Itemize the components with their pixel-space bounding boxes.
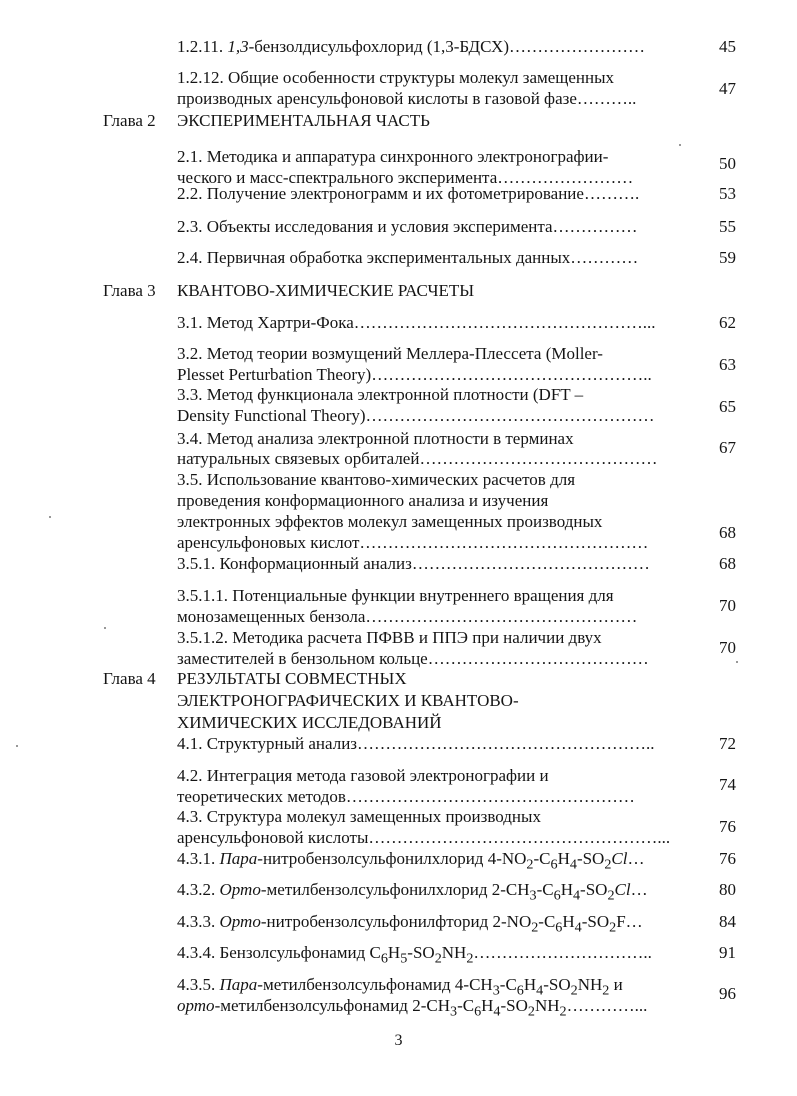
toc-entry-line: ческого и масс-спектрального эксперимента…………………… <box>177 168 634 187</box>
toc-entry-line: 4.3.1. Пара-нитробензолсульфонилхлорид $4-NO_2-C_6H_4-SO_2Cl\dots$ <box>177 849 645 873</box>
scan-speck <box>16 745 18 747</box>
toc-page-number: 62 <box>719 313 736 332</box>
toc-page-number: 53 <box>719 184 736 203</box>
toc-entry-line: 3.5. Использование квантово-химических расчетов для <box>177 470 576 489</box>
toc-page-number: 74 <box>719 775 736 794</box>
toc-entry-line: 2.4. Первичная обработка экспериментальных данных………… <box>177 248 639 267</box>
toc-page-number: 72 <box>719 734 736 753</box>
toc-page-number: 59 <box>719 248 736 267</box>
toc-entry-line: 1.2.12. Общие особенности структуры молекул замещенных <box>177 68 615 87</box>
toc-page-number: 80 <box>719 880 736 899</box>
toc-entry-line: 4.3.5. Пара-метилбензолсульфонамид $4-CH_3-C_6H_4-SO_2NH_2$ и <box>177 975 623 999</box>
toc-page-number: 96 <box>719 984 736 1003</box>
toc-entry-line: 3.1. Метод Хартри-Фока……………………………………………... <box>177 313 656 332</box>
toc-page-number: 63 <box>719 355 736 374</box>
toc-entry-line: натуральных связевых орбиталей…………………………………… <box>177 449 658 468</box>
chapter-title: КВАНТОВО-ХИМИЧЕСКИЕ РАСЧЕТЫ <box>177 281 475 300</box>
toc-entry-line: производных аренсульфоновой кислоты в газовой фазе……….. <box>177 89 637 108</box>
toc-page-number: 65 <box>719 397 736 416</box>
chapter-title: ХИМИЧЕСКИХ ИССЛЕДОВАНИЙ <box>177 713 442 732</box>
toc-entry-line: проведения конформационного анализа и изучения <box>177 491 549 510</box>
toc-entry-line: 2.3. Объекты исследования и условия эксперимента…………… <box>177 217 638 236</box>
toc-entry-line: 3.4. Метод анализа электронной плотности в терминах <box>177 429 574 448</box>
scan-speck <box>49 516 51 518</box>
toc-entry-line: 4.3.4. Бензолсульфонамид $C_6H_5-SO_2NH_2\dots\dots\dots\dots\dots\dots\dots\dots\dots\dots$.. <box>177 943 652 967</box>
toc-entry-line: теоретических методов…………………………………………… <box>177 787 635 806</box>
toc-entry-line: электронных эффектов молекул замещенных производных <box>177 512 603 531</box>
toc-page-number: 76 <box>719 849 736 868</box>
toc-entry-line: 4.3.3. Орто-нитробензолсульфонилфторид $2-NO_2-C_6H_4-SO_2F\dots$ <box>177 912 643 936</box>
toc-entry-line: аренсульфоновой кислоты……………………………………………... <box>177 828 671 847</box>
toc-entry-line: Density Functional Theory)…………………………………………… <box>177 406 655 425</box>
toc-page-number: 68 <box>719 523 736 542</box>
chapter-title: ЭЛЕКТРОНОГРАФИЧЕСКИХ И КВАНТОВО- <box>177 691 519 710</box>
toc-entry-line: 2.2. Получение электронограмм и их фотометрирование………. <box>177 184 640 203</box>
toc-entry-line: монозамещенных бензола………………………………………… <box>177 607 638 626</box>
toc-entry-line: 3.2. Метод теории возмущений Меллера-Плессета (Moller- <box>177 344 603 363</box>
toc-entry-line: 3.5.1.1. Потенциальные функции внутреннего вращения для <box>177 586 614 605</box>
toc-page-number: 47 <box>719 79 736 98</box>
toc-entry-line: 2.1. Методика и аппаратура синхронного электронографии- <box>177 147 609 166</box>
toc-entry-line: 3.5.1. Конформационный анализ…………………………………… <box>177 554 650 573</box>
toc-entry-line: 4.3. Структура молекул замещенных производных <box>177 807 541 826</box>
toc-page-number: 68 <box>719 554 736 573</box>
toc-entry-line: 3.5.1.2. Методика расчета ПФВВ и ППЭ при наличии двух <box>177 628 602 647</box>
chapter-title: ЭКСПЕРИМЕНТАЛЬНАЯ ЧАСТЬ <box>177 111 430 130</box>
scan-speck <box>104 627 106 629</box>
chapter-label: Глава 4 <box>103 669 156 688</box>
chapter-title: РЕЗУЛЬТАТЫ СОВМЕСТНЫХ <box>177 669 407 688</box>
chapter-label: Глава 3 <box>103 281 156 300</box>
toc-entry-line: аренсульфоновых кислот…………………………………………… <box>177 533 649 552</box>
toc-entry-line: 1.2.11. 1,3-бензолдисульфохлорид (1,3-БДСХ)…………………… <box>177 37 645 56</box>
scan-speck <box>736 661 738 663</box>
toc-entry-line: орто-метилбензолсульфонамид $2-CH_3-C_6H_4-SO_2NH_2\dots\dots\dots\dots$... <box>177 996 648 1020</box>
toc-entry-line: 4.3.2. Орто-метилбензолсульфонилхлорид $2-CH_3-C_6H_4-SO_2Cl\dots$ <box>177 880 648 904</box>
toc-page-number: 91 <box>719 943 736 962</box>
chapter-label: Глава 2 <box>103 111 156 130</box>
toc-entry-line: 4.1. Структурный анализ…………………………………………….. <box>177 734 655 753</box>
toc-page-number: 70 <box>719 596 736 615</box>
toc-page-number: 70 <box>719 638 736 657</box>
page-number: 3 <box>394 1032 403 1049</box>
toc-page-number: 76 <box>719 817 736 836</box>
toc-entry-line: 4.2. Интеграция метода газовой электронографии и <box>177 766 549 785</box>
toc-page-number: 84 <box>719 912 736 931</box>
toc-page-number: 45 <box>719 37 736 56</box>
scan-speck <box>679 144 681 146</box>
toc-page-number: 67 <box>719 438 736 457</box>
toc-page-number: 55 <box>719 217 736 236</box>
toc-entry-line: 3.3. Метод функционала электронной плотности (DFT – <box>177 385 584 404</box>
toc-entry-line: заместителей в бензольном кольце………………………………… <box>177 649 649 668</box>
toc-page-number: 50 <box>719 154 736 173</box>
toc-entry-line: Plesset Perturbation Theory)………………………………………….. <box>177 365 652 384</box>
